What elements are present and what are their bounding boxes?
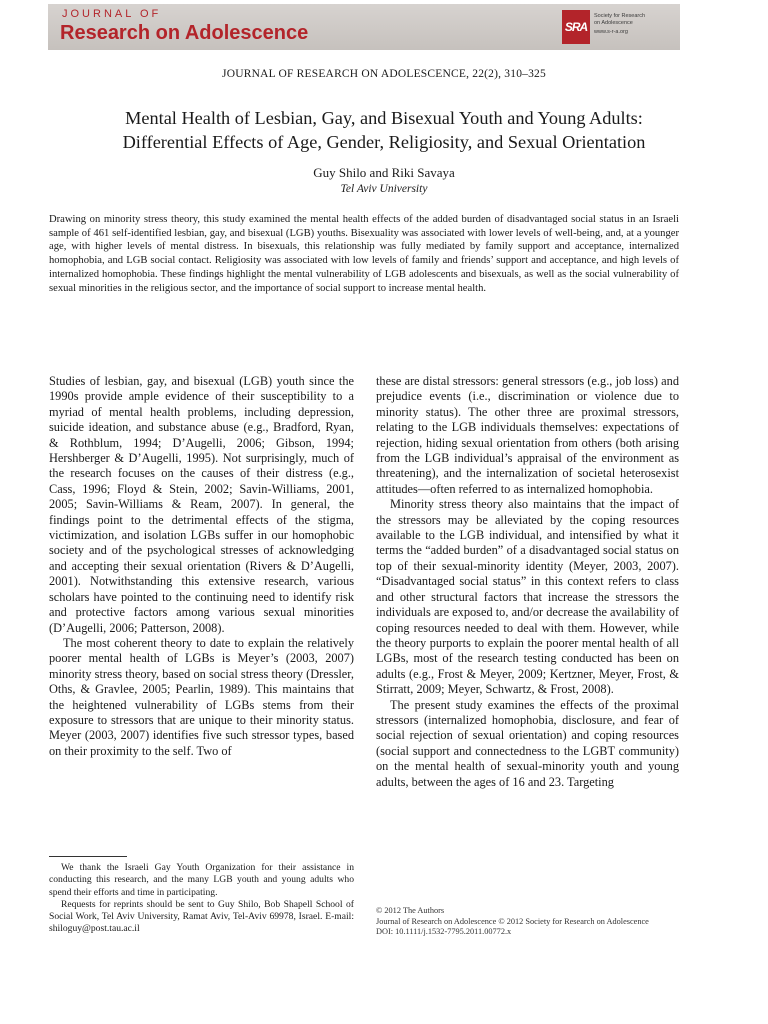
body-column-left (49, 374, 354, 759)
society-line-1: Society for Research (594, 13, 646, 19)
sra-logo-icon: SRA (562, 10, 590, 44)
body-paragraph: these are distal stressors: general stressors (e.g., job loss) and prejudice events (i.e., discrimination or violence due to minority status). The other three are proximal stressors, relating to the LGB individuals themselves: expectations of rejection, hiding sexual orientation from others (both arising from the LGB individual’s appraisal of the environment as threatening), and the internalization of societal heterosexist attitudes—often referred to as internalized homophobia. (376, 374, 679, 496)
journal-banner (48, 4, 680, 50)
body-paragraph: Studies of lesbian, gay, and bisexual (LGB) youth since the 1990s provide ample evidence of their susceptibility to a myriad of mental health problems, including depression, suicide ideation, and substance abuse (e.g., Bradford, Ryan, & Rothblum, 1994; D’Augelli, 2006; Gibson, 1994; Hershberger & D’Augelli, 1995). Not surprisingly, much of the research focuses on the causes of their distress (e.g., Cass, 1996; Floyd & Stein, 2002; Savin-Williams, 2001, 2005; Savin-Williams & Ream, 2007). In general, the findings point to the detrimental effects of the stigma, victimization, and isolation LGBs suffer in our homophobic society and of the psychological stresses of acknowledging and accepting their sexual orientation (Rivers & D’Augelli, 2001). Notwithstanding this extensive research, various scholars have pointed to the continuing need to identify risk and protective factors among various sexual minorities (D’Augelli, 2006; Patterson, 2008). (49, 374, 354, 635)
copyright-block (376, 906, 686, 938)
footnote-reprints: Requests for reprints should be sent to Guy Shilo, Bob Shapell School of Social Work, Tel Aviv University, Ramat Aviv, Tel-Aviv 69978, Israel. E-mail: shiloguy@post.tau.ac.il (49, 898, 354, 935)
footnote-acknowledgment: We thank the Israeli Gay Youth Organization for their assistance in conducting this research, and the many LGB youth and young adults who spend their efforts and time in participating. (49, 862, 354, 898)
title-line-2: Differential Effects of Age, Gender, Religiosity, and Sexual Orientation (122, 132, 646, 152)
journal-name: Research on Adolescence (60, 22, 309, 44)
body-paragraph: Minority stress theory also maintains that the impact of the stressors may be alleviated by the coping resources available to the LGB individual, and intensified by what it terms the “added burden” of a disadvantaged social status on top of their sexual-minority identity (Meyer, 2003, 2007). “Disadvantaged social status” in this context refers to class and other structural factors that increase the stressors the individuals are exposed to, and/or decrease the availability of coping resources needed to deal with them. However, while the theory purports to explain the poorer mental health of all LGBs, most of the research testing conducted has been on adults (e.g., Frost & Meyer, 2009; Kertzner, Meyer, Frost, & Stirratt, 2009; Meyer, Schwartz, & Frost, 2008). (376, 497, 679, 697)
journal-citation: JOURNAL OF RESEARCH ON ADOLESCENCE, 22(2), 310–325 (222, 68, 546, 80)
society-url: www.s-r-a.org (594, 29, 628, 35)
body-paragraph: The most coherent theory to date to explain the relatively poorer mental health of LGBs is Meyer’s (2003, 2007) minority stress theory, based on social stress theory (Dressler, Oths, & Gravlee, 2005; Pearlin, 1989). This maintains that the heightened vulnerability of LGBs stems from their exposure to stressors that are unique to their minority status. Meyer (2003, 2007) identifies five such stressor types, based on their proximity to the self. Two of (49, 635, 354, 758)
body-paragraph: The present study examines the effects of the proximal stressors (internalized homophobia, disclosure, and fear of social rejection of sexual orientation) and coping resources (social support and connectedness to the LGBT community) on the mental health of sexual-minority youth and young adults, between the ages of 16 and 23. Targeting (376, 697, 679, 789)
doi: DOI: 10.1111/j.1532-7795.2011.00772.x (376, 927, 512, 936)
society-name (594, 13, 678, 36)
footnote-divider (49, 856, 127, 857)
journal-of-label: JOURNAL OF (62, 8, 162, 20)
title-line-1: Mental Health of Lesbian, Gay, and Bisexual Youth and Young Adults: (125, 108, 643, 128)
copyright-journal: Journal of Research on Adolescence © 2012 Society for Research on Adolescence (376, 916, 649, 926)
copyright-line: © 2012 The Authors (376, 906, 445, 915)
article-title (40, 106, 728, 154)
footnotes (49, 862, 354, 936)
authors: Guy Shilo and Riki Savaya (313, 165, 455, 180)
affiliation: Tel Aviv University (340, 183, 428, 195)
body-column-right (376, 374, 679, 790)
society-line-2: on Adolescence (594, 19, 633, 26)
abstract: Drawing on minority stress theory, this study examined the mental health effects of the added burden of disadvantaged social status in an Israeli sample of 461 self-identified lesbian, gay, and bisexual (LGB) youths. Bisexuality was associated with lower levels of well-being, and, at a younger age, with higher levels of mental distress. In bisexuals, this relationship was fully mediated by family support and acceptance, internalized homophobia, and LGB social contact. Religiosity was associated with low levels of family and friends’ support and acceptance, and high levels of internalized homophobia. These findings highlight the mental vulnerability of LGB adolescents and bisexuals, as well as the social vulnerability of sexual minorities in the religious sector, and the importance of social support to increase mental health. (49, 214, 679, 294)
